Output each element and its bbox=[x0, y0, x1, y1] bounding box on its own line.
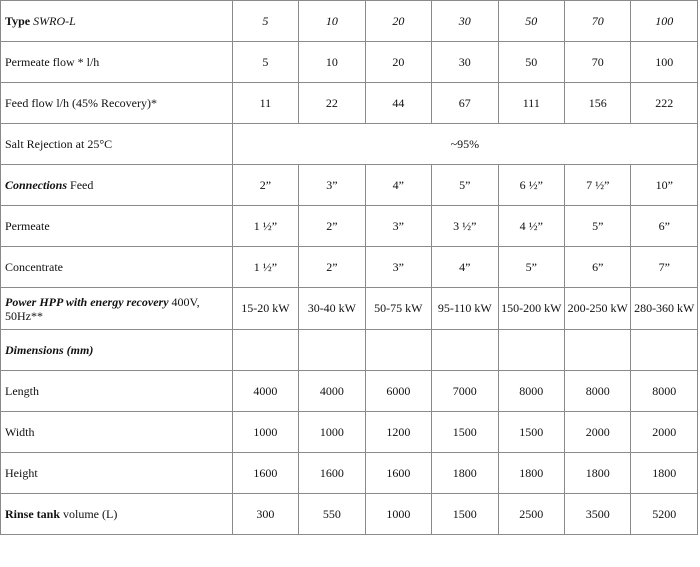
table-cell: 7000 bbox=[432, 371, 498, 412]
table-cell: 1500 bbox=[432, 494, 498, 535]
table-cell: 4000 bbox=[299, 371, 365, 412]
table-cell: 2” bbox=[232, 165, 298, 206]
header-cell: 50 bbox=[498, 1, 564, 42]
row-label: Length bbox=[1, 371, 233, 412]
table-cell: 150-200 kW bbox=[498, 288, 564, 330]
table-row bbox=[1, 453, 698, 494]
table-cell: 1800 bbox=[432, 453, 498, 494]
table-cell: 50 bbox=[498, 42, 564, 83]
table-cell: 1600 bbox=[232, 453, 298, 494]
row-label: Concentrate bbox=[1, 247, 233, 288]
table-row bbox=[1, 494, 698, 535]
row-label: Salt Rejection at 25°C bbox=[1, 124, 233, 165]
table-cell: 30-40 kW bbox=[299, 288, 365, 330]
table-cell: 50-75 kW bbox=[365, 288, 431, 330]
table-row bbox=[1, 330, 698, 371]
table-cell-empty bbox=[432, 330, 498, 371]
table-cell: 4” bbox=[365, 165, 431, 206]
row-label: Dimensions (mm) bbox=[1, 330, 233, 371]
table-cell-empty bbox=[299, 330, 365, 371]
table-cell: 20 bbox=[365, 42, 431, 83]
table-cell: 6” bbox=[631, 206, 698, 247]
table-row bbox=[1, 412, 698, 453]
table-cell: 10” bbox=[631, 165, 698, 206]
table-cell: 6 ½” bbox=[498, 165, 564, 206]
header-cell: 5 bbox=[232, 1, 298, 42]
table-cell: 300 bbox=[232, 494, 298, 535]
row-label: Rinse tank volume (L) bbox=[1, 494, 233, 535]
table-row bbox=[1, 247, 698, 288]
table-cell: 5” bbox=[432, 165, 498, 206]
table-row bbox=[1, 124, 698, 165]
table-cell: 6” bbox=[565, 247, 631, 288]
table-cell: 1 ½” bbox=[232, 206, 298, 247]
header-cell: 30 bbox=[432, 1, 498, 42]
table-cell: 10 bbox=[299, 42, 365, 83]
table-row bbox=[1, 371, 698, 412]
header-row bbox=[1, 1, 698, 42]
table-cell: 2” bbox=[299, 247, 365, 288]
table-cell: 70 bbox=[565, 42, 631, 83]
table-row bbox=[1, 83, 698, 124]
table-cell: 1500 bbox=[498, 412, 564, 453]
table-row bbox=[1, 206, 698, 247]
row-label: Permeate flow * l/h bbox=[1, 42, 233, 83]
table-cell-empty bbox=[232, 330, 298, 371]
row-label: Connections Feed bbox=[1, 165, 233, 206]
table-cell: 3500 bbox=[565, 494, 631, 535]
table-cell: 7” bbox=[631, 247, 698, 288]
table-cell-empty bbox=[365, 330, 431, 371]
table-cell: 8000 bbox=[565, 371, 631, 412]
table-cell: 1200 bbox=[365, 412, 431, 453]
table-cell: 95-110 kW bbox=[432, 288, 498, 330]
table-cell: 1800 bbox=[631, 453, 698, 494]
table-cell: 111 bbox=[498, 83, 564, 124]
table-cell: 222 bbox=[631, 83, 698, 124]
table-cell: 156 bbox=[565, 83, 631, 124]
header-cell: 20 bbox=[365, 1, 431, 42]
table-cell: 280-360 kW bbox=[631, 288, 698, 330]
table-cell: 1600 bbox=[365, 453, 431, 494]
table-cell: 8000 bbox=[498, 371, 564, 412]
header-cell: 100 bbox=[631, 1, 698, 42]
table-cell: 4” bbox=[432, 247, 498, 288]
table-cell: 3” bbox=[299, 165, 365, 206]
table-cell: 3” bbox=[365, 206, 431, 247]
table-cell: 5200 bbox=[631, 494, 698, 535]
row-label: Feed flow l/h (45% Recovery)* bbox=[1, 83, 233, 124]
table-cell: 2000 bbox=[565, 412, 631, 453]
table-cell: 67 bbox=[432, 83, 498, 124]
table-cell: 2” bbox=[299, 206, 365, 247]
table-cell: 44 bbox=[365, 83, 431, 124]
table-cell: 1000 bbox=[365, 494, 431, 535]
table-row bbox=[1, 165, 698, 206]
table-cell: 3 ½” bbox=[432, 206, 498, 247]
row-label: Permeate bbox=[1, 206, 233, 247]
table-row bbox=[1, 288, 698, 330]
table-cell: 1 ½” bbox=[232, 247, 298, 288]
table-cell: 3” bbox=[365, 247, 431, 288]
table-cell: 5” bbox=[498, 247, 564, 288]
table-cell-empty bbox=[498, 330, 564, 371]
table-cell: 100 bbox=[631, 42, 698, 83]
table-cell: 22 bbox=[299, 83, 365, 124]
table-cell: 200-250 kW bbox=[565, 288, 631, 330]
table-cell-empty bbox=[565, 330, 631, 371]
table-cell: 11 bbox=[232, 83, 298, 124]
table-cell: 2000 bbox=[631, 412, 698, 453]
table-cell: 1600 bbox=[299, 453, 365, 494]
table-cell: 5 bbox=[232, 42, 298, 83]
table-cell: 8000 bbox=[631, 371, 698, 412]
table-cell: 550 bbox=[299, 494, 365, 535]
header-cell: 70 bbox=[565, 1, 631, 42]
table-cell: 2500 bbox=[498, 494, 564, 535]
table-cell: 5” bbox=[565, 206, 631, 247]
table-cell: 1800 bbox=[498, 453, 564, 494]
header-cell: 10 bbox=[299, 1, 365, 42]
table-cell: 4000 bbox=[232, 371, 298, 412]
header-label: Type SWRO-L bbox=[1, 1, 233, 42]
row-label: Width bbox=[1, 412, 233, 453]
table-cell: 7 ½” bbox=[565, 165, 631, 206]
row-label: Height bbox=[1, 453, 233, 494]
table-cell: 1000 bbox=[299, 412, 365, 453]
table-cell: 1500 bbox=[432, 412, 498, 453]
merged-cell: ~95% bbox=[232, 124, 697, 165]
table-cell: 15-20 kW bbox=[232, 288, 298, 330]
table-cell: 4 ½” bbox=[498, 206, 564, 247]
table-cell: 30 bbox=[432, 42, 498, 83]
table-cell-empty bbox=[631, 330, 698, 371]
table-cell: 1000 bbox=[232, 412, 298, 453]
row-label: Power HPP with energy recovery 400V, 50Hz** bbox=[1, 288, 233, 330]
table-row bbox=[1, 42, 698, 83]
table-cell: 1800 bbox=[565, 453, 631, 494]
table-cell: 6000 bbox=[365, 371, 431, 412]
